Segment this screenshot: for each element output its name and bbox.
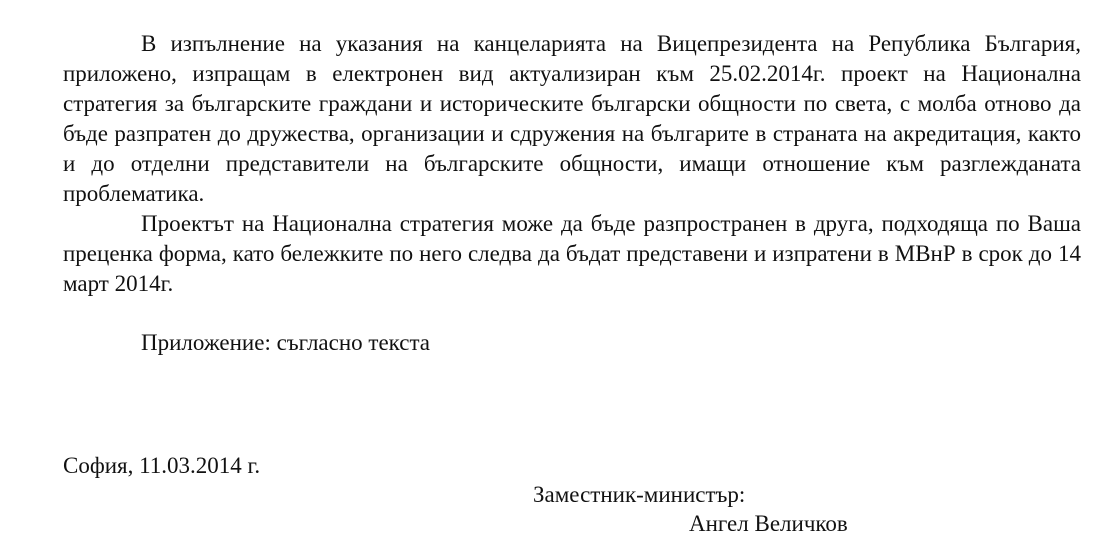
attachment-note: Приложение: съгласно текста (141, 330, 431, 355)
paragraph-distribution: Проектът на Национална стратегия може да бъде разпространен в друга, подходяща по Ваша преценка форма, като бележките по него следва да бъдат представени и изпратени в МВнР в срок до 14 март 2014г. (63, 211, 1081, 296)
paragraph-request: В изпълнение на указания на канцеларията на Вицепрезидента на Република България, приложено, изпращам в електронен вид актуализиран към 25.02.2014г. проект на Национална стратегия за българските граждани и историческите български общности по света, с молба отново да бъде разпратен до дружества, организации и сдружения на българите в страната на акредитация, както и до отделни представители на българските общности, имащи отношение към разглежданата проблематика. (63, 31, 1081, 206)
signer-name: Ангел Величков (689, 511, 848, 536)
signer-title: Заместник-министър: (533, 482, 746, 507)
letter-body (63, 29, 1081, 299)
place-and-date: София, 11.03.2014 г. (63, 453, 261, 478)
